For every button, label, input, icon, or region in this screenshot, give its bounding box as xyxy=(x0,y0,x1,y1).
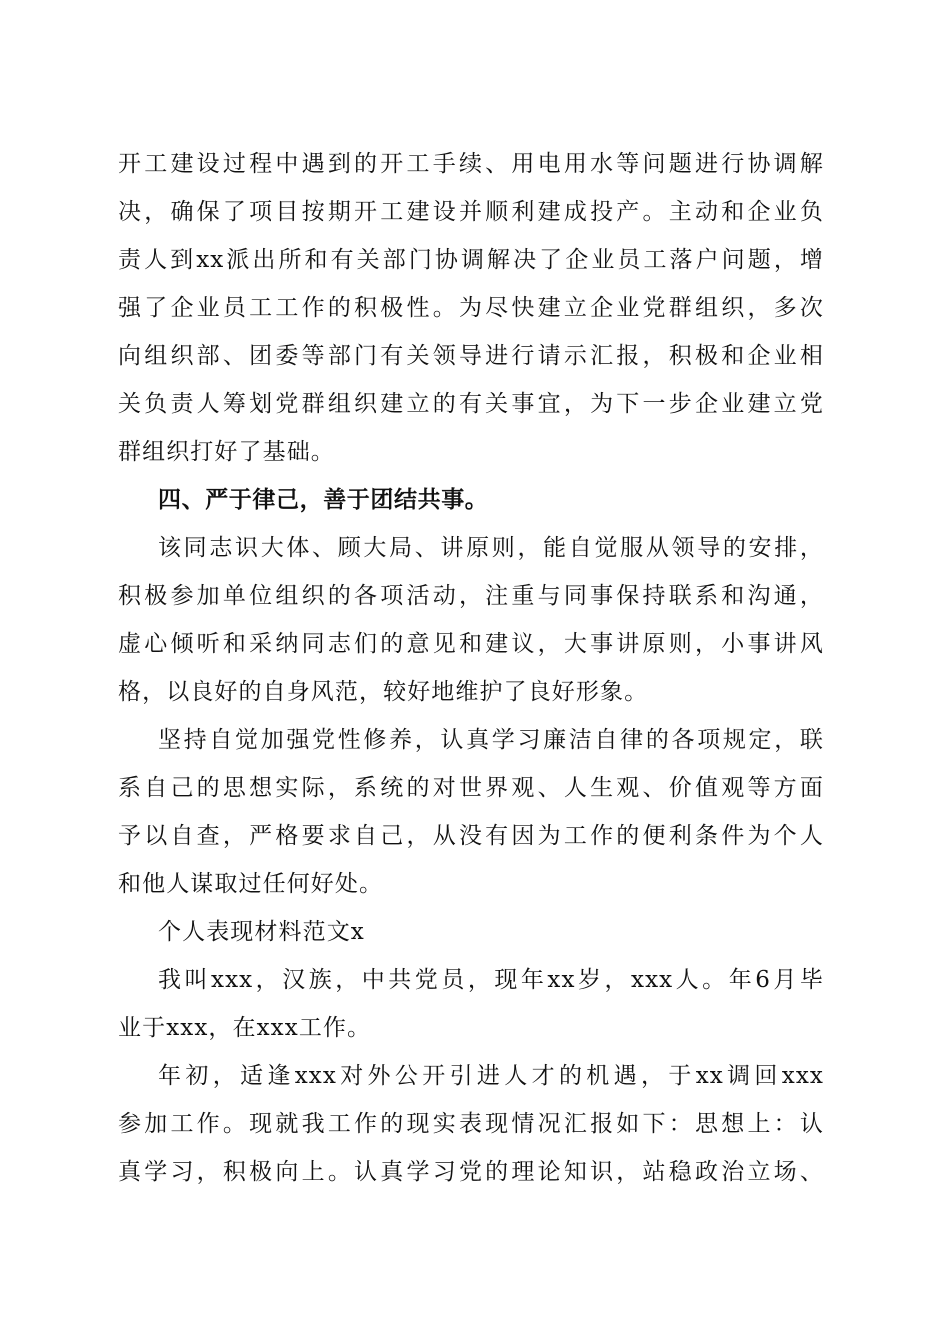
paragraph-line: 真学习，积极向上。认真学习党的理论知识，站稳政治立场、 xyxy=(118,1159,824,1185)
paragraph-line: 积极参加单位组织的各项活动，注重与同事保持联系和沟通， xyxy=(118,583,824,609)
section-title: 个人表现材料范文x xyxy=(158,919,365,945)
paragraph-line: 我叫xxx，汉族，中共党员，现年xx岁，xxx人。年6月毕 xyxy=(158,967,824,993)
paragraph-line: 开工建设过程中遇到的开工手续、用电用水等问题进行协调解 xyxy=(118,151,824,177)
paragraph-line: 和他人谋取过任何好处。 xyxy=(118,871,384,897)
paragraph-line: 向组织部、团委等部门有关领导进行请示汇报，积极和企业相 xyxy=(118,343,824,369)
paragraph-line: 群组织打好了基础。 xyxy=(118,439,335,465)
paragraph-line: 强了企业员工工作的积极性。为尽快建立企业党群组织，多次 xyxy=(118,295,824,321)
section-heading: 四、严于律己，善于团结共事。 xyxy=(158,487,489,513)
paragraph-line: 该同志识大体、顾大局、讲原则，能自觉服从领导的安排， xyxy=(158,535,824,561)
paragraph-line: 业于xxx，在xxx工作。 xyxy=(118,1015,372,1041)
paragraph-line: 责人到xx派出所和有关部门协调解决了企业员工落户问题，增 xyxy=(118,247,824,273)
paragraph-line: 关负责人筹划党群组织建立的有关事宜，为下一步企业建立党 xyxy=(118,391,824,417)
paragraph-line: 虚心倾听和采纳同志们的意见和建议，大事讲原则，小事讲风 xyxy=(118,631,824,657)
document-body xyxy=(118,140,824,1196)
paragraph-line: 坚持自觉加强党性修养，认真学习廉洁自律的各项规定，联 xyxy=(158,727,824,753)
paragraph-line: 年初，适逢xxx对外公开引进人才的机遇，于xx调回xxx xyxy=(158,1063,824,1089)
paragraph-line: 参加工作。现就我工作的现实表现情况汇报如下：思想上：认 xyxy=(118,1111,824,1137)
paragraph-line: 予以自查，严格要求自己，从没有因为工作的便利条件为个人 xyxy=(118,823,824,849)
paragraph-line: 决，确保了项目按期开工建设并顺利建成投产。主动和企业负 xyxy=(118,199,824,225)
paragraph-line: 系自己的思想实际，系统的对世界观、人生观、价值观等方面 xyxy=(118,775,824,801)
paragraph-line: 格，以良好的自身风范，较好地维护了良好形象。 xyxy=(118,679,649,705)
